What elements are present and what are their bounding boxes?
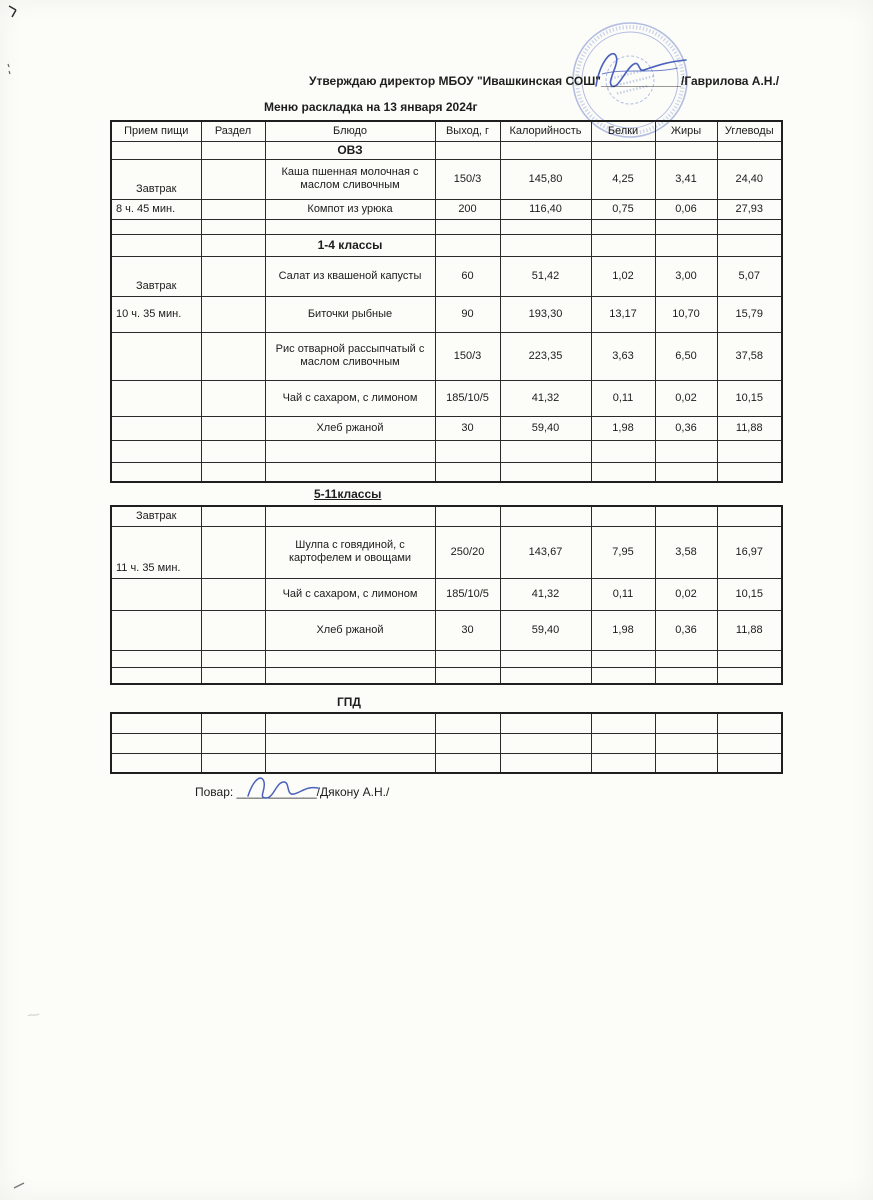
- cell-carbs: [717, 667, 782, 684]
- cell-section: [201, 462, 265, 482]
- column-header: Прием пищи: [111, 121, 201, 141]
- cell-carbs: 11,88: [717, 610, 782, 650]
- cell-fats: 10,70: [655, 296, 717, 332]
- cell-calories: 41,32: [500, 578, 591, 610]
- cell-section: [201, 650, 265, 667]
- scan-mark-top-left: [6, 4, 20, 20]
- cell-carbs: [717, 219, 782, 234]
- cell-meal: [111, 234, 201, 256]
- cell-fats: 0,36: [655, 610, 717, 650]
- cell-meal: 11 ч. 35 мин.: [111, 526, 201, 578]
- menu-table-ovz-and-1-4: [110, 120, 783, 483]
- table-row: [111, 219, 782, 234]
- cell-carbs: 16,97: [717, 526, 782, 578]
- cell-dish: ОВЗ: [265, 141, 435, 159]
- cook-name: /Дякону А.Н./: [316, 785, 390, 799]
- cell-section: [201, 753, 265, 773]
- cell-calories: [500, 713, 591, 733]
- cell-meal: [111, 733, 201, 753]
- cell-dish: 1-4 классы: [265, 234, 435, 256]
- cell-output-g: [435, 219, 500, 234]
- cell-fats: 0,02: [655, 578, 717, 610]
- cell-dish: [265, 462, 435, 482]
- cell-dish: Чай с сахаром, с лимоном: [265, 578, 435, 610]
- column-header: Жиры: [655, 121, 717, 141]
- cell-carbs: [717, 234, 782, 256]
- approval-signature-blank: ____________: [600, 74, 682, 88]
- cell-dish: Рис отварной рассыпчатый с маслом сливочным: [265, 332, 435, 380]
- cell-proteins: 0,11: [591, 578, 655, 610]
- table-row: [111, 753, 782, 773]
- cell-carbs: [717, 733, 782, 753]
- cell-output-g: [435, 650, 500, 667]
- cell-carbs: 11,88: [717, 416, 782, 440]
- cell-calories: [500, 650, 591, 667]
- cell-calories: 59,40: [500, 610, 591, 650]
- cell-dish: Каша пшенная молочная с маслом сливочным: [265, 159, 435, 199]
- cell-meal: [111, 462, 201, 482]
- cell-proteins: 1,98: [591, 610, 655, 650]
- scan-mark-bottom-left: [12, 1180, 28, 1192]
- menu-table-5-11: [110, 505, 783, 685]
- cell-output-g: 90: [435, 296, 500, 332]
- cell-dish: [265, 667, 435, 684]
- cell-output-g: 150/3: [435, 332, 500, 380]
- table-row: [111, 234, 782, 256]
- cell-section: [201, 256, 265, 296]
- cell-meal: [111, 578, 201, 610]
- table-row: [111, 440, 782, 462]
- cell-dish: Хлеб ржаной: [265, 610, 435, 650]
- cell-meal: 10 ч. 35 мин.: [111, 296, 201, 332]
- cook-line: [195, 785, 389, 799]
- cell-fats: [655, 713, 717, 733]
- cell-fats: [655, 234, 717, 256]
- cell-calories: 193,30: [500, 296, 591, 332]
- cell-calories: [500, 506, 591, 526]
- cell-dish: [265, 440, 435, 462]
- cell-output-g: 185/10/5: [435, 578, 500, 610]
- cell-section: [201, 440, 265, 462]
- cell-proteins: 7,95: [591, 526, 655, 578]
- cell-meal: Завтрак: [111, 159, 201, 199]
- scan-mark-left-margin: [5, 62, 13, 80]
- cell-calories: 59,40: [500, 416, 591, 440]
- cell-proteins: [591, 440, 655, 462]
- approval-text: Утверждаю директор МБОУ "Ивашкинская СОШ": [309, 74, 601, 88]
- table-row: [111, 610, 782, 650]
- cell-output-g: [435, 462, 500, 482]
- cell-fats: [655, 753, 717, 773]
- cell-output-g: [435, 234, 500, 256]
- cell-fats: [655, 462, 717, 482]
- cell-carbs: 27,93: [717, 199, 782, 219]
- cell-dish: [265, 506, 435, 526]
- cell-fats: [655, 440, 717, 462]
- section-heading-gpd: ГПД: [337, 695, 361, 709]
- cell-carbs: 37,58: [717, 332, 782, 380]
- cell-dish: Салат из квашеной капусты: [265, 256, 435, 296]
- cell-section: [201, 416, 265, 440]
- approval-director-name: /Гаврилова А.Н./: [681, 74, 780, 88]
- cell-section: [201, 159, 265, 199]
- cell-output-g: [435, 713, 500, 733]
- cell-section: [201, 296, 265, 332]
- cell-meal: [111, 380, 201, 416]
- cell-section: [201, 332, 265, 380]
- cell-fats: 6,50: [655, 332, 717, 380]
- table-row: [111, 733, 782, 753]
- cell-proteins: [591, 733, 655, 753]
- cell-carbs: 10,15: [717, 578, 782, 610]
- column-header: Калорийность: [500, 121, 591, 141]
- cell-fats: 0,36: [655, 416, 717, 440]
- cell-output-g: 150/3: [435, 159, 500, 199]
- cell-dish: [265, 219, 435, 234]
- cell-dish: Шулпа с говядиной, с картофелем и овощами: [265, 526, 435, 578]
- cell-proteins: [591, 462, 655, 482]
- cell-meal: [111, 713, 201, 733]
- section-heading-5-11: 5-11классы: [314, 487, 382, 501]
- cell-calories: 145,80: [500, 159, 591, 199]
- cell-section: [201, 526, 265, 578]
- cell-proteins: [591, 753, 655, 773]
- cell-section: [201, 199, 265, 219]
- cell-fats: [655, 219, 717, 234]
- cell-meal: [111, 416, 201, 440]
- cell-meal: [111, 667, 201, 684]
- cell-proteins: [591, 713, 655, 733]
- cell-proteins: 0,11: [591, 380, 655, 416]
- cell-carbs: 10,15: [717, 380, 782, 416]
- column-header: Блюдо: [265, 121, 435, 141]
- cell-proteins: [591, 141, 655, 159]
- cell-section: [201, 141, 265, 159]
- cell-dish: [265, 650, 435, 667]
- cell-calories: 143,67: [500, 526, 591, 578]
- cell-proteins: 0,75: [591, 199, 655, 219]
- column-header: Белки: [591, 121, 655, 141]
- cell-section: [201, 506, 265, 526]
- cell-output-g: [435, 440, 500, 462]
- column-header: Углеводы: [717, 121, 782, 141]
- cell-output-g: 30: [435, 416, 500, 440]
- table-row: [111, 462, 782, 482]
- cell-calories: 223,35: [500, 332, 591, 380]
- table-row: [111, 667, 782, 684]
- table-row: [111, 199, 782, 219]
- cell-dish: Компот из урюка: [265, 199, 435, 219]
- cell-dish: [265, 753, 435, 773]
- table-row: [111, 713, 782, 733]
- cell-proteins: 1,98: [591, 416, 655, 440]
- cell-meal: [111, 650, 201, 667]
- cell-carbs: 5,07: [717, 256, 782, 296]
- cell-section: [201, 733, 265, 753]
- menu-table-gpd: [110, 712, 783, 774]
- cell-calories: [500, 440, 591, 462]
- cell-calories: 51,42: [500, 256, 591, 296]
- cell-calories: [500, 667, 591, 684]
- cell-fats: 3,41: [655, 159, 717, 199]
- cell-dish: Чай с сахаром, с лимоном: [265, 380, 435, 416]
- cell-dish: [265, 733, 435, 753]
- cell-output-g: 60: [435, 256, 500, 296]
- table-row: [111, 506, 782, 526]
- cell-proteins: 1,02: [591, 256, 655, 296]
- table-row: [111, 332, 782, 380]
- cell-output-g: 185/10/5: [435, 380, 500, 416]
- cell-fats: 3,00: [655, 256, 717, 296]
- table-row: [111, 650, 782, 667]
- cell-dish: [265, 713, 435, 733]
- cell-carbs: 24,40: [717, 159, 782, 199]
- cook-signature-blank: ____________: [236, 785, 317, 799]
- cell-output-g: [435, 141, 500, 159]
- cell-proteins: [591, 506, 655, 526]
- cell-fats: [655, 733, 717, 753]
- cell-dish: Хлеб ржаной: [265, 416, 435, 440]
- cell-proteins: [591, 219, 655, 234]
- cell-meal: 8 ч. 45 мин.: [111, 199, 201, 219]
- cell-output-g: [435, 733, 500, 753]
- cell-section: [201, 610, 265, 650]
- cell-calories: [500, 141, 591, 159]
- cell-fats: 0,06: [655, 199, 717, 219]
- cell-section: [201, 667, 265, 684]
- cell-carbs: [717, 650, 782, 667]
- cell-meal: [111, 332, 201, 380]
- cell-carbs: [717, 753, 782, 773]
- cook-label: Повар:: [195, 785, 237, 799]
- cell-carbs: [717, 713, 782, 733]
- header-row: [111, 121, 782, 141]
- cell-proteins: 13,17: [591, 296, 655, 332]
- director-signature: [582, 44, 697, 99]
- table-row: [111, 526, 782, 578]
- column-header: Выход, г: [435, 121, 500, 141]
- cell-calories: [500, 234, 591, 256]
- cell-fats: 3,58: [655, 526, 717, 578]
- cell-fats: [655, 506, 717, 526]
- cell-carbs: [717, 462, 782, 482]
- table-row: [111, 578, 782, 610]
- cell-carbs: [717, 506, 782, 526]
- cell-fats: 0,02: [655, 380, 717, 416]
- cell-meal: [111, 753, 201, 773]
- cell-calories: 116,40: [500, 199, 591, 219]
- cell-proteins: 4,25: [591, 159, 655, 199]
- cell-output-g: [435, 753, 500, 773]
- cell-proteins: 3,63: [591, 332, 655, 380]
- column-header: Раздел: [201, 121, 265, 141]
- cell-output-g: 30: [435, 610, 500, 650]
- cell-fats: [655, 667, 717, 684]
- cell-section: [201, 219, 265, 234]
- cell-section: [201, 578, 265, 610]
- cell-output-g: [435, 506, 500, 526]
- cell-calories: [500, 219, 591, 234]
- table-row: [111, 380, 782, 416]
- scan-smudge-left: [26, 1010, 42, 1020]
- cell-output-g: 250/20: [435, 526, 500, 578]
- cell-meal: [111, 610, 201, 650]
- cell-meal: Завтрак: [111, 506, 201, 526]
- cell-carbs: 15,79: [717, 296, 782, 332]
- cell-calories: [500, 462, 591, 482]
- cell-proteins: [591, 234, 655, 256]
- cell-fats: [655, 650, 717, 667]
- cell-proteins: [591, 650, 655, 667]
- cell-calories: [500, 733, 591, 753]
- cell-meal: [111, 219, 201, 234]
- cell-output-g: [435, 667, 500, 684]
- approval-line: [309, 74, 779, 88]
- cell-meal: [111, 141, 201, 159]
- cell-calories: 41,32: [500, 380, 591, 416]
- cell-section: [201, 380, 265, 416]
- cell-section: [201, 234, 265, 256]
- cell-meal: [111, 440, 201, 462]
- cell-meal: Завтрак: [111, 256, 201, 296]
- cell-output-g: 200: [435, 199, 500, 219]
- cell-fats: [655, 141, 717, 159]
- table-row: [111, 256, 782, 296]
- document-title: Меню раскладка на 13 января 2024г: [264, 100, 478, 114]
- cell-carbs: [717, 440, 782, 462]
- cell-dish: Биточки рыбные: [265, 296, 435, 332]
- cell-carbs: [717, 141, 782, 159]
- cell-section: [201, 713, 265, 733]
- cell-proteins: [591, 667, 655, 684]
- table-row: [111, 141, 782, 159]
- table-row: [111, 296, 782, 332]
- table-row: [111, 416, 782, 440]
- table-row: [111, 159, 782, 199]
- cell-calories: [500, 753, 591, 773]
